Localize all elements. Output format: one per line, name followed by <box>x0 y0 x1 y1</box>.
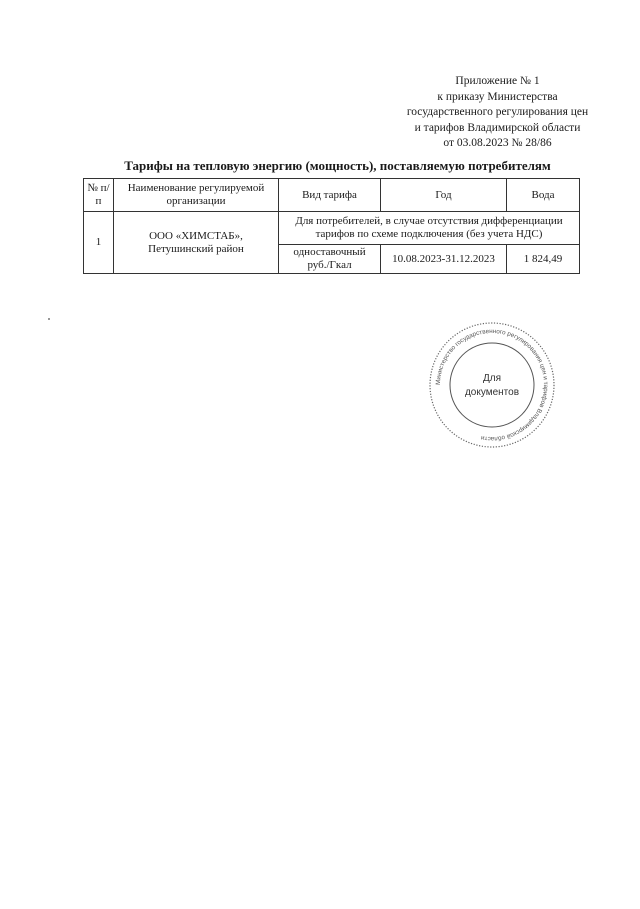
cell-value: 1 824,49 <box>507 245 580 274</box>
seal-center-line-2: документов <box>464 387 520 398</box>
appendix-line: государственного регулирования цен <box>406 106 589 118</box>
cell-condition: Для потребителей, в случае отсутствия дифференциации тарифов по схеме подключения (без учета НДС) <box>279 212 580 245</box>
header-type: Вид тарифа <box>279 179 381 212</box>
official-seal-stamp <box>427 320 557 450</box>
tariff-table <box>83 178 580 274</box>
appendix-header <box>380 74 615 152</box>
appendix-line: от 03.08.2023 № 28/86 <box>443 137 552 149</box>
seal-ring-text: Министерство государственного регулирования цен и тарифов Владимирской области <box>434 327 550 443</box>
table-row <box>84 212 580 245</box>
header-year: Год <box>381 179 507 212</box>
header-num: № п/п <box>84 179 114 212</box>
appendix-line: к приказу Министерства <box>437 90 558 103</box>
document-title: Тарифы на тепловую энергию (мощность), поставляемую потребителям <box>124 158 551 173</box>
appendix-line: и тарифов Владимирской области <box>414 121 581 134</box>
appendix-line: Приложение № 1 <box>455 75 540 87</box>
header-water: Вода <box>507 179 580 212</box>
header-org: Наименование регулируемой организации <box>114 179 279 212</box>
seal-center-line-1: Для <box>482 373 502 384</box>
cell-org: ООО «ХИМСТАБ», Петушинский район <box>114 212 279 274</box>
table-header-row <box>84 179 580 212</box>
scan-dot <box>48 318 50 320</box>
cell-tariff-type: одноставочный руб./Гкал <box>279 245 381 274</box>
cell-num: 1 <box>84 212 114 274</box>
cell-period: 10.08.2023-31.12.2023 <box>381 245 507 274</box>
